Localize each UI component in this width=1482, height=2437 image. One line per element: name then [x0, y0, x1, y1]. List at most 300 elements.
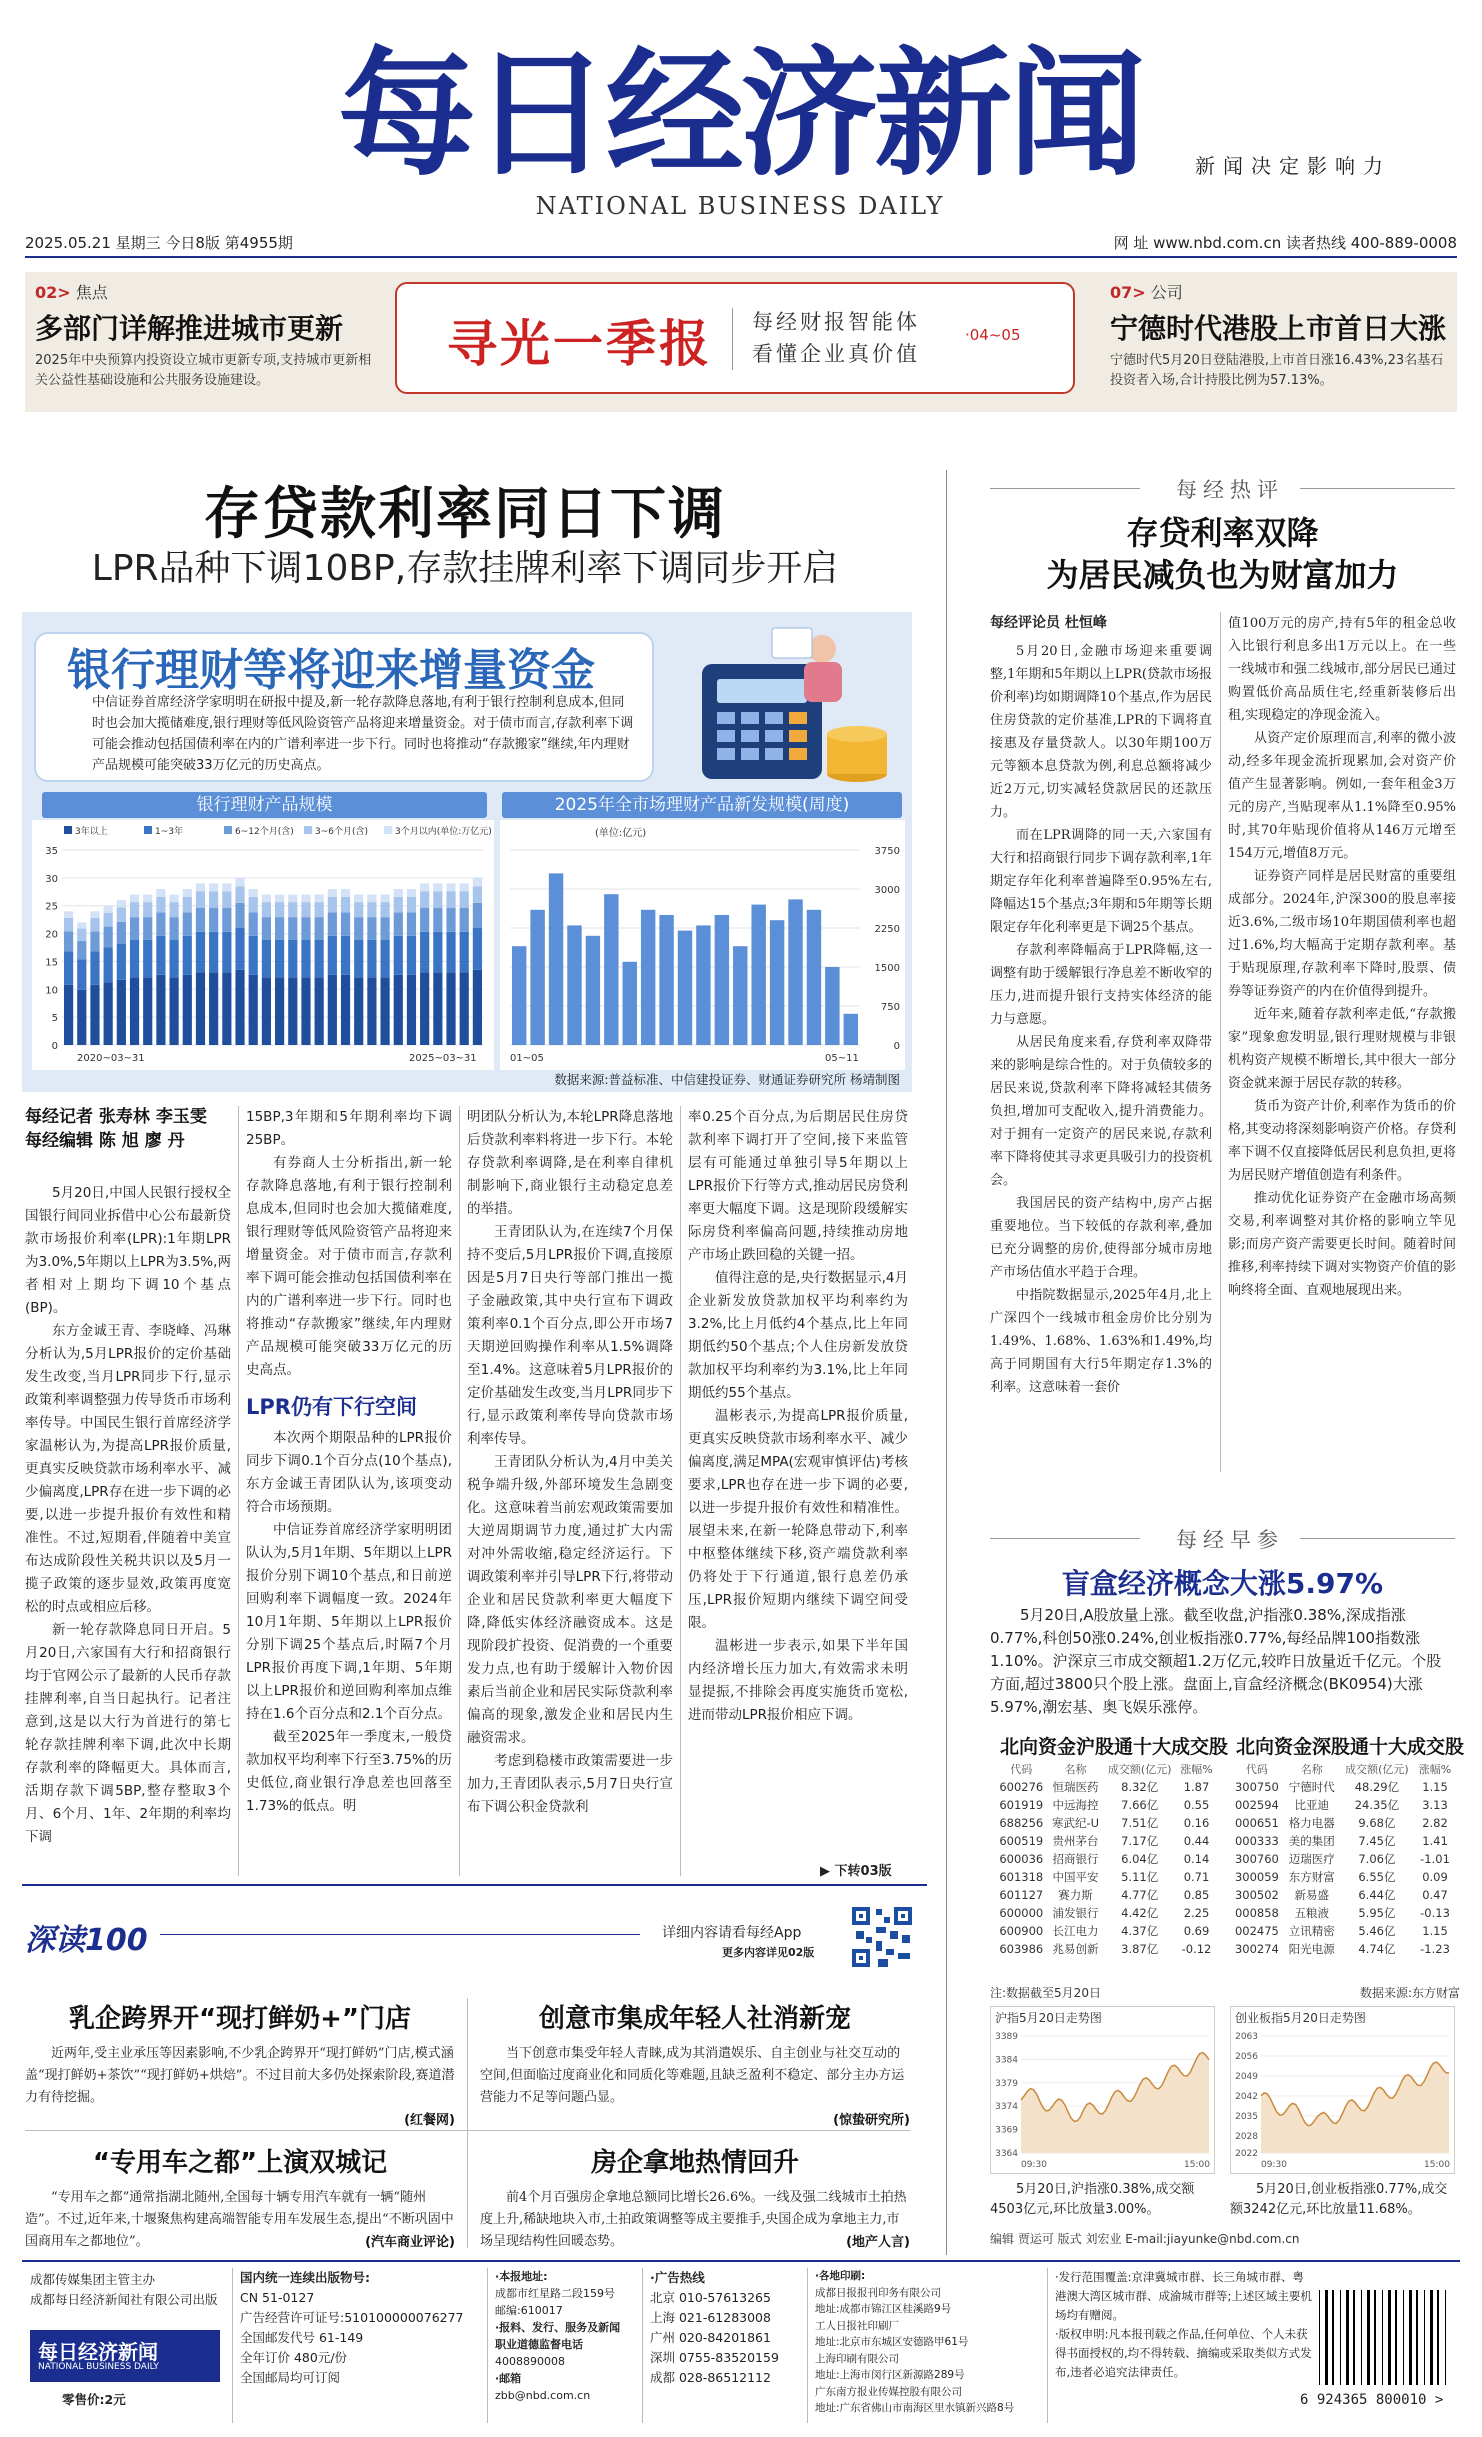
bar-segment: [222, 892, 231, 908]
legend-swatch: [224, 826, 232, 834]
bar-segment: [420, 932, 429, 972]
barcode-bar: [1353, 2290, 1355, 2385]
deep-source: (地产人言): [846, 2235, 910, 2250]
column-rule: [232, 2268, 233, 2423]
bar: [733, 946, 747, 1045]
table-cell: 000651: [1234, 1816, 1279, 1830]
banner-left[interactable]: [35, 280, 375, 391]
col-name: 名称: [1300, 1763, 1323, 1776]
reg-line: 全年订价 480元/份: [240, 2350, 348, 2365]
bar-segment: [407, 975, 416, 1045]
table-row: [995, 1850, 1217, 1868]
sh-chart-title: 沪指5月20日走势图: [995, 2011, 1102, 2025]
table-cell: 1.15: [1422, 1924, 1448, 1938]
paragraph: 明团队分析认为,本轮LPR降息落地后贷款利率料将进一步下行。本轮存贷款利率调降,是在利率自律机制影响下,商业银行主动稳定息差的举措。: [467, 1109, 673, 1217]
paragraph: 东方金诚王青、李晓峰、冯琳分析认为,5月LPR报价的定价基础发生改变,当月LPR同步下行,显示政策利率调整强力传导货币市场利率传导。中国民生银行首席经济学家温彬认为,为提高LPR报价质量,更真实反映贷款市场利率水平、减少偏离度,LPR存在进一步下调的必要,以进一步提升报价有效性和精准性。不过,短期看,伴随着中美宣布达成阶段性关税共识以及5月一揽子政策的逐步显效,政策再度宽松的时点或相应后移。: [25, 1323, 231, 1615]
bar-segment: [196, 932, 205, 972]
infographic-source: 数据来源:普益标准、中信建投证券、财通证券研究所 杨靖制图: [554, 1072, 900, 1087]
table-row: [995, 1904, 1217, 1922]
table-cell: 0.47: [1422, 1888, 1448, 1902]
bar-segment: [170, 895, 179, 903]
bar-segment: [143, 902, 152, 917]
table-cell: 600900: [999, 1924, 1044, 1938]
bar-segment: [64, 951, 73, 984]
bar-segment: [77, 941, 86, 959]
paragraph: 温彬进一步表示,如果下半年国内经济增长压力加大,有效需求未明显提振,不排除会再度实施货币宽松,进而带动LPR报价相应下调。: [688, 1638, 908, 1723]
deep-item[interactable]: [25, 1998, 455, 2128]
section-name: 焦点: [75, 283, 108, 302]
app-prompt[interactable]: 详细内容请看每经App: [662, 1925, 802, 1941]
editorial-column-1: [990, 640, 1212, 1490]
table-cell: 兆易创新: [1052, 1942, 1099, 1956]
bar-segment: [130, 977, 139, 1045]
bar: [641, 910, 655, 1045]
table-row: [1230, 1922, 1456, 1940]
sz-intraday-chart: [1231, 2028, 1454, 2173]
bar: [623, 962, 637, 1045]
area-fill: [1021, 2053, 1209, 2153]
table-cell: 浦发银行: [1052, 1906, 1099, 1920]
barcode-bar: [1361, 2290, 1362, 2385]
table-cell: -0.12: [1181, 1942, 1212, 1956]
barcode-bar: [1424, 2290, 1425, 2385]
bar: [807, 910, 821, 1045]
issue-date: 2025.05.21 星期三 今日8版 第4955期: [25, 234, 293, 252]
barcode-bar: [1416, 2290, 1418, 2385]
paragraph: 我国居民的资产结构中,房产占据重要地位。当下较低的存款利率,叠加已充分调整的房价,使得部分城市房地产市场估值水平趋于合理。: [990, 1196, 1212, 1280]
table-cell: 0.14: [1183, 1852, 1210, 1866]
table-cell: 1.15: [1422, 1780, 1448, 1794]
paragraph: 从资产定价原理而言,利率的微小波动,经多年现金流折现累加,会对资产价值产生显著影响。例如,一套年租金3万元的房产,当贴现率从1.1%降至0.95%时,其70年贴现价值将从146万元增至154万元,增值8万元。: [1228, 731, 1456, 861]
y-tick-label: 2035: [1235, 2111, 1258, 2122]
bar-segment: [460, 892, 469, 908]
bar-segment: [394, 936, 403, 975]
bar-segment: [275, 895, 284, 903]
legend-label: 3年以上: [75, 827, 108, 837]
y-tick-label: 20: [45, 929, 58, 941]
x-tick-label: 01~05: [510, 1053, 544, 1064]
banner-body: 2025年中央预算内投资设立城市更新专项,支持城市更新相关公益性基础设施和公共服务设施建设。: [35, 353, 372, 388]
legend-label: 6~12个月(含): [235, 827, 294, 837]
ads-line: ·广告热线: [650, 2270, 705, 2285]
bar-segment: [381, 902, 390, 917]
bar-segment: [196, 892, 205, 908]
paragraph: 近年来,随着存款利率走低,“存款搬家”现象愈发明显,银行理财规模与非银机构资产规模不断增长,其中很大一部分资金就来源于居民存款的转移。: [1228, 1007, 1456, 1091]
x-tick-label: 09:30: [1261, 2160, 1287, 2170]
table-cell: 阳光电源: [1288, 1942, 1335, 1956]
bar: [788, 899, 802, 1045]
barcode-number: 6 924365 800010 >: [1300, 2392, 1444, 2408]
lead-headline: 存贷款利率同日下调: [204, 481, 726, 547]
bar-segment: [394, 912, 403, 935]
bar-segment: [328, 889, 337, 897]
deep-body: “专用车之都”通常指湖北随州,全国每十辆专用汽车就有一辆“随州造”。不过,近年来,十堰聚焦构建高端智能专用车发展生态,提出“不断巩固中国商用车之都地位”。: [25, 2190, 454, 2249]
deep-item[interactable]: [480, 2142, 910, 2250]
table-cell: 24.35亿: [1354, 1798, 1400, 1812]
bar-segment: [301, 977, 310, 1045]
table-cell: 恒瑞医药: [1052, 1780, 1099, 1794]
bar-segment: [381, 940, 390, 978]
bar-segment: [143, 940, 152, 978]
table-cell: 3.13: [1422, 1798, 1448, 1812]
table-cell: 5.95亿: [1358, 1906, 1396, 1920]
print-line: 广东南方报业传媒控股有限公司: [815, 2385, 962, 2398]
bar-segment: [262, 895, 271, 903]
ads-line: 北京 010-57613265: [650, 2290, 771, 2305]
table-cell: 长江电力: [1052, 1924, 1099, 1938]
promo-line-1: 每经财报智能体: [752, 310, 920, 334]
bar-segment: [183, 975, 192, 1045]
print-line: 地址:北京市东城区安德路甲61号: [815, 2336, 969, 2348]
table-cell: 0.55: [1183, 1798, 1210, 1812]
bar-segment: [341, 975, 350, 1045]
legend-swatch: [304, 826, 312, 834]
barcode-bar: [1332, 2290, 1334, 2385]
bar-segment: [433, 932, 442, 972]
bar-segment: [196, 972, 205, 1045]
turn-page-label: 下转03版: [834, 1864, 892, 1879]
bar: [751, 905, 765, 1045]
table-note: 注:数据截至5月20日: [990, 1986, 1101, 2000]
column-rule: [1220, 612, 1221, 1472]
addr-line: zbb@nbd.com.cn: [495, 2389, 591, 2402]
bar-segment: [170, 940, 179, 978]
bar: [844, 1014, 858, 1045]
bar-segment: [381, 917, 390, 940]
bar-segment: [460, 972, 469, 1045]
byline-reporter: 每经记者 张寿林 李玉雯: [25, 1107, 207, 1127]
table-cell: 新易盛: [1294, 1888, 1330, 1902]
paragraph: 王青团队认为,在连续7个月保持不变后,5月LPR报价下调,直接原因是5月7日央行等部门推出一揽子金融政策,其中央行宣布下调政策利率0.1个百分点,即公开市场7天期逆回购操作利率从1.5%调降至1.4%。这意味着5月LPR报价的定价基础发生改变,当月LPR同步下行,显示政策利率传导向贷款市场利率传导。: [467, 1224, 673, 1447]
table-cell: -1.23: [1420, 1942, 1450, 1956]
column-rule: [467, 1998, 468, 2248]
editorial-author: 每经评论员 杜恒峰: [990, 615, 1107, 631]
note-line: ·发行范围覆盖:京津冀城市群、长三角城市群、粤港澳大湾区城市群、成渝城市群等;上述区域主要机场均有赠阅。: [1055, 2270, 1312, 2322]
table-cell: 300274: [1234, 1942, 1279, 1956]
bar-segment: [262, 917, 271, 940]
table-row: [1230, 1778, 1456, 1796]
qr-code-icon[interactable]: [850, 1905, 914, 1969]
deep-headline: 创意市集成年轻人社消新宠: [538, 2004, 851, 2034]
table-cell: 招商银行: [1052, 1852, 1099, 1866]
bar-segment: [235, 928, 244, 970]
deep-source: (红餐网): [404, 2113, 455, 2128]
table-cell: 宁德时代: [1288, 1780, 1335, 1794]
table-row: [995, 1814, 1217, 1832]
table-cell: 比亚迪: [1294, 1798, 1330, 1812]
bar-segment: [90, 951, 99, 984]
bar-segment: [209, 932, 218, 972]
bar: [825, 967, 839, 1045]
bar-segment: [315, 895, 324, 903]
bar-segment: [262, 977, 271, 1045]
table-cell: 7.51亿: [1121, 1816, 1159, 1830]
bar-segment: [222, 908, 231, 932]
sh-top10-table: [995, 1760, 1217, 1958]
bar-segment: [90, 911, 99, 918]
bar-segment: [315, 902, 324, 917]
table-cell: 2.82: [1422, 1816, 1448, 1830]
bar-segment: [275, 940, 284, 978]
masthead-english: NATIONAL BUSINESS DAILY: [535, 192, 945, 220]
bar-segment: [130, 895, 139, 903]
bar-segment: [156, 936, 165, 975]
bar-segment: [64, 931, 73, 951]
table-row: [995, 1778, 1217, 1796]
paragraph: 值100万元的房产,持有5年的租金总收入比银行利息多出1万元以上。在一些一线城市和强二线城市,部分居民已通过购置低价高品质住宅,经重新装修后出租,实现稳定的净现金流入。: [1228, 616, 1456, 723]
print-line: 上海印刷有限公司: [815, 2352, 899, 2365]
table-cell: 600036: [999, 1852, 1044, 1866]
morning-section-label: 每经早参: [1176, 1528, 1284, 1552]
column-rule: [807, 2268, 808, 2423]
reg-line: CN 51-0127: [240, 2290, 315, 2305]
x-tick-label: 09:30: [1021, 2160, 1047, 2170]
paragraph: 有券商人士分析指出,新一轮存款降息落地,有利于银行控制利息成本,但同时也会加大揽储难度,银行理财等低风险资管产品将迎来增量资金。对于债市而言,存款利率下调可能会推动包括国债利率在内的广谱利率进一步下行。同时也将推动“存款搬家”继续,年内理财产品规模可能突破33万亿元的历史高点。: [246, 1155, 452, 1378]
table-row: [995, 1940, 1217, 1958]
bar-segment: [64, 911, 73, 918]
table-cell: 赛力斯: [1058, 1888, 1093, 1902]
bar-segment: [315, 977, 324, 1045]
bar-segment: [288, 977, 297, 1045]
table-cell: 601127: [999, 1888, 1044, 1902]
section-rule: [1300, 1538, 1455, 1539]
bar-segment: [473, 903, 482, 928]
table-cell: 寒武纪-U: [1051, 1816, 1100, 1830]
deep-headline: “专用车之都”上演双城记: [92, 2148, 388, 2178]
bar-segment: [328, 975, 337, 1045]
bar-segment: [301, 895, 310, 903]
bar-segment: [90, 985, 99, 1045]
addr-line: 邮编:610017: [495, 2304, 563, 2317]
paragraph: 王青团队分析认为,4月中美关税争端升级,外部环境发生急剧变化。这意味着当前宏观政策需要加大逆周期调节力度,通过扩大内需对冲外需收缩,稳定经济运行。下调政策利率并引导LPR下行,将带动企业和居民贷款利率更大幅度下降,降低实体经济融资成本。这是现阶段扩投资、促消费的一个重要发力点,也有助于缓解计入物价因素后当前企业和居民实际贷款利率偏高的现象,激发企业和居民内生融资需求。: [467, 1454, 673, 1746]
bar: [678, 931, 692, 1045]
table-cell: 9.68亿: [1358, 1816, 1396, 1830]
bar-segment: [381, 977, 390, 1045]
bar-segment: [420, 972, 429, 1045]
addr-line: ·邮箱: [495, 2372, 522, 2385]
bar: [549, 873, 563, 1045]
bar-segment: [170, 977, 179, 1045]
bar-segment: [367, 917, 376, 940]
barcode-bar: [1367, 2290, 1370, 2385]
addr-line: 职业道德监督电话: [495, 2338, 583, 2351]
bar-segment: [420, 883, 429, 891]
legend-label: 3个月以内(单位:万亿元): [395, 827, 492, 837]
barcode-icon: [1315, 2290, 1455, 2390]
bar-segment: [183, 889, 192, 897]
bar: [696, 925, 710, 1045]
bar-segment: [235, 903, 244, 928]
y-tick-label: 3750: [874, 846, 900, 857]
earnings-promo-box[interactable]: [395, 282, 1075, 394]
footer-registration: [240, 2268, 464, 2388]
table-row: [1230, 1796, 1456, 1814]
section-name: 公司: [1150, 283, 1183, 302]
table-cell: 300760: [1234, 1852, 1279, 1866]
note-line: ·版权申明:凡本报刊载之作品,任何单位、个人未获得书面授权的,均不得转载、摘编或采取类似方式发布,违者必追究法律责任。: [1055, 2327, 1312, 2379]
sh-chart-box: [990, 2006, 1215, 2174]
table-cell: 603986: [999, 1942, 1044, 1956]
bar-segment: [183, 912, 192, 935]
paragraph: 货币为资产计价,利率作为货币的价格,其变动将深刻影响资产价格。存贷利率下调不仅直接降低居民利息负担,更将为居民财产增值创造有利条件。: [1228, 1099, 1456, 1183]
sz-chart-caption: 5月20日,创业板指涨0.77%,成交额3242亿元,环比放量11.68%。: [1230, 2182, 1448, 2217]
bar-segment: [407, 912, 416, 935]
table-cell: 中国平安: [1052, 1870, 1099, 1884]
deep-body: 当下创意市集受年轻人青睐,成为其消遣娱乐、自主创业与社交互动的空间,但面临过度商业化和同质化等难题,且缺乏盈利不稳定、部分主办方运营能力不足等问题凸显。: [480, 2046, 905, 2105]
bar-segment: [249, 975, 258, 1045]
paragraph: 存款利率降幅高于LPR降幅,这一调整有助于缓解银行净息差不断收窄的压力,进而提升银行支持实体经济的能力与意愿。: [990, 943, 1212, 1027]
table-cell: 5.11亿: [1121, 1870, 1159, 1884]
y-tick-label: 3364: [995, 2149, 1018, 2159]
editorial-section-label: 每经热评: [1176, 478, 1284, 502]
table-cell: -1.01: [1420, 1852, 1450, 1866]
bar-segment: [341, 897, 350, 913]
bar-segment: [249, 897, 258, 913]
y-tick-label: 10: [45, 985, 58, 997]
bar-segment: [156, 912, 165, 935]
bar: [604, 894, 618, 1045]
bar-segment: [235, 886, 244, 903]
bar-segment: [354, 940, 363, 978]
bar: [659, 915, 673, 1045]
bar-segment: [433, 883, 442, 891]
bar-segment: [143, 917, 152, 940]
deep-item[interactable]: [480, 1998, 910, 2128]
banner-right[interactable]: [1110, 280, 1450, 391]
bar-segment: [433, 892, 442, 908]
bar-segment: [143, 977, 152, 1045]
masthead-title: 每日经济新闻: [337, 34, 1142, 195]
paragraph: 新一轮存款降息同日开启。5月20日,六家国有大行和招商银行均于官网公示了最新的人民币存款挂牌利率,自当日起执行。记者注意到,这是以大行为首进行的第七轮存款挂牌利率下调,此次中长期存款利率的降幅更大。具体而言,活期存款下调5BP,整存整取3个月、6个月、1年、2年期的利率均下调: [25, 1622, 231, 1845]
y-tick-label: 750: [880, 1002, 900, 1013]
bar-segment: [235, 970, 244, 1045]
bar-segment: [130, 917, 139, 940]
col-turnover: 成交额(亿元): [1345, 1763, 1409, 1776]
bar-segment: [183, 897, 192, 913]
x-tick-label: 15:00: [1424, 2160, 1450, 2170]
legend-swatch: [384, 826, 392, 834]
column-rule: [459, 1106, 460, 1876]
bar-segment: [367, 940, 376, 978]
paragraph: 5月20日,金融市场迎来重要调整,1年期和5年期以上LPR(贷款市场报价利率)均如期调降10个基点,作为居民住房贷款的定价基准,LPR的下调将直接惠及存量贷款人。以30年期100万元等额本息贷款为例,利息总额将减少近2万元,切实减轻贷款居民的还款压力。: [990, 644, 1212, 820]
footer-ads: [650, 2268, 779, 2388]
bar-segment: [209, 883, 218, 891]
bar-segment: [209, 892, 218, 908]
legend-swatch: [64, 826, 72, 834]
morning-body: 5月20日,A股放量上涨。截至收盘,沪指涨0.38%,深成指涨0.77%,科创50涨0.24%,创业板指涨0.77%,每经品牌100指数涨1.10%。沪深京三市成交额超1.2万亿元,较昨日放量近千亿元。个股方面,超过3800只个股上涨。盘面上,盲盒经济概念(BK0954)大涨5.97%,潮宏基、奥飞娱乐涨停。: [990, 1606, 1442, 1716]
barcode-bar: [1325, 2290, 1328, 2385]
section-rule: [1300, 488, 1455, 489]
deep-item[interactable]: [25, 2142, 455, 2250]
y-tick-label: 1500: [874, 963, 900, 974]
paragraph: 中信证券首席经济学家明明团队认为,5月1年期、5年期以上LPR报价分别下调10个基点,和日前逆回购利率下调幅度一致。2024年10月1年期、5年期以上LPR报价分别下调25个基点后,时隔7个月LPR报价再度下调,1年期、5年期以上LPR报价和逆回购利率加点维持在1.6个百分点和2.1个百分点。: [246, 1522, 452, 1722]
y-tick-label: 2056: [1235, 2051, 1258, 2062]
col-code: 代码: [1010, 1763, 1033, 1776]
y-tick-label: 0: [893, 1041, 900, 1052]
bar-segment: [473, 886, 482, 903]
barcode-bar: [1374, 2290, 1376, 2385]
paragraph: 证券资产同样是居民财富的重要组成部分。2024年,沪深300的股息率接近3.6%,二级市场10年期国债利率也超过1.6%,均大幅高于定期存款利率。基于贴现原理,存款利率下降时,股票、债券等证券资产的内在价值得到提升。: [1228, 869, 1456, 999]
y-tick-label: 0: [51, 1041, 58, 1052]
bar-segment: [90, 931, 99, 951]
org-line: 成都传媒集团主管主办: [30, 2272, 156, 2287]
footer-address: [495, 2268, 620, 2404]
legend-swatch: [144, 826, 152, 834]
turn-page-link[interactable]: ▶ 下转03版: [820, 1864, 892, 1879]
deep-body: 近两年,受主业承压等因素影响,不少乳企跨界开“现打鲜奶”门店,模式涵盖“现打鲜奶+茶饮”“现打鲜奶+烘焙”。不过目前大多仍处探索阶段,赛道潜力有待挖掘。: [25, 2046, 455, 2105]
table-row: [1230, 1886, 1456, 1904]
bar-segment: [275, 917, 284, 940]
table-cell: 7.06亿: [1358, 1852, 1396, 1866]
column-rule: [238, 1106, 239, 1876]
wealth-scale-chart: [32, 820, 494, 1070]
table-cell: 8.32亿: [1121, 1780, 1159, 1794]
paragraph: 从居民角度来看,存贷利率双降带来的影响是综合性的。对于负债较多的居民来说,贷款利率下降将减轻其债务负担,增加可支配收入,提升消费能力。对于拥有一定资产的居民来说,存款利率下降将使其寻求更具吸引力的投资机会。: [990, 1035, 1212, 1188]
table-row: [995, 1886, 1217, 1904]
bar-segment: [460, 932, 469, 972]
sh-chart-caption: 5月20日,沪指涨0.38%,成交额4503亿元,环比放量3.00%。: [990, 2182, 1195, 2217]
paragraph: 中指院数据显示,2025年4月,北上广深四个一线城市租金房价比分别为1.49%、1.68%、1.63%和1.49%,均高于同期国有大行5年期定存1.3%的利率。这意味着一套价: [990, 1288, 1212, 1395]
y-tick-label: 2063: [1235, 2032, 1258, 2042]
sz-table-title: 北向资金深股通十大成交股: [1236, 1736, 1465, 1758]
deep-headline: 房企拿地热情回升: [590, 2148, 799, 2178]
bar-segment: [262, 902, 271, 917]
bar-segment: [407, 889, 416, 897]
table-cell: 000333: [1234, 1834, 1279, 1848]
table-cell: 东方财富: [1288, 1870, 1335, 1884]
x-tick-label: 2025~03~31: [409, 1053, 477, 1064]
lead-column-1: [25, 1182, 231, 1882]
bar-segment: [235, 878, 244, 886]
bar-segment: [341, 936, 350, 975]
bar-segment: [354, 977, 363, 1045]
table-cell: 4.37亿: [1121, 1924, 1159, 1938]
bar: [530, 910, 544, 1045]
deep-source: (汽车商业评论): [365, 2235, 455, 2250]
col-turnover: 成交额(亿元): [1107, 1763, 1172, 1776]
paragraph: 5月20日,中国人民银行授权全国银行间同业拆借中心公布最新贷款市场报价利率(LPR):1年期LPR为3.0%,5年期以上LPR为3.5%,两者相对上期均下调10个基点(BP)。: [25, 1185, 231, 1316]
table-cell: 48.29亿: [1354, 1780, 1400, 1794]
footer: [22, 2260, 1460, 2430]
footer-print: [815, 2268, 1014, 2417]
website-hotline: 网 址 www.nbd.com.cn 读者热线 400-889-0008: [1113, 234, 1457, 252]
barcode-bar: [1388, 2290, 1391, 2385]
morning-headline: 盲盒经济概念大涨5.97%: [1061, 1567, 1384, 1600]
table-cell: 7.45亿: [1358, 1834, 1396, 1848]
bar-segment: [104, 948, 113, 983]
section-rule: [22, 1884, 927, 1886]
reg-line: 全国邮局均可订阅: [240, 2370, 341, 2385]
bar-segment: [77, 990, 86, 1045]
table-cell: 601318: [999, 1870, 1044, 1884]
promo-pages: ·04~05: [965, 326, 1021, 344]
table-cell: 002475: [1234, 1924, 1279, 1938]
print-line: 成都日报报刊印务有限公司: [815, 2286, 941, 2299]
table-cell: 五粮液: [1294, 1906, 1330, 1920]
paragraph: 温彬表示,为提高LPR报价质量,更真实反映贷款市场利率水平、减少偏离度,满足MPA(宏观审慎评估)考核要求,LPR也存在进一步下调的必要,以进一步提升报价有效性和精准性。展望未来,在新一轮降息带动下,利率中枢整体继续下移,资产端贷款利率仍将处于下行通道,银行息差仍承压,LPR报价短期内继续下调空间受限。: [688, 1408, 908, 1631]
section-rule: [990, 488, 1140, 489]
bar-segment: [446, 972, 455, 1045]
editorial-headline-1: 存贷利率双降: [1126, 514, 1319, 552]
y-tick-label: 3369: [995, 2125, 1018, 2136]
bar-segment: [446, 908, 455, 932]
bar: [512, 946, 526, 1045]
lead-column-4: [688, 1106, 908, 1851]
table-cell: -0.13: [1420, 1906, 1450, 1920]
bar-segment: [288, 940, 297, 978]
paragraph: 率0.25个百分点,为后期居民住房贷款利率下调打开了空间,接下来监管层有可能通过单独引导5年期以上LPR报价下行等方式,推动居民房贷利率更大幅度下调。这是现阶段缓解实际房贷利率偏高问题,持续推动房地产市场止跌回稳的关键一招。: [688, 1109, 908, 1263]
bar-segment: [222, 883, 231, 891]
